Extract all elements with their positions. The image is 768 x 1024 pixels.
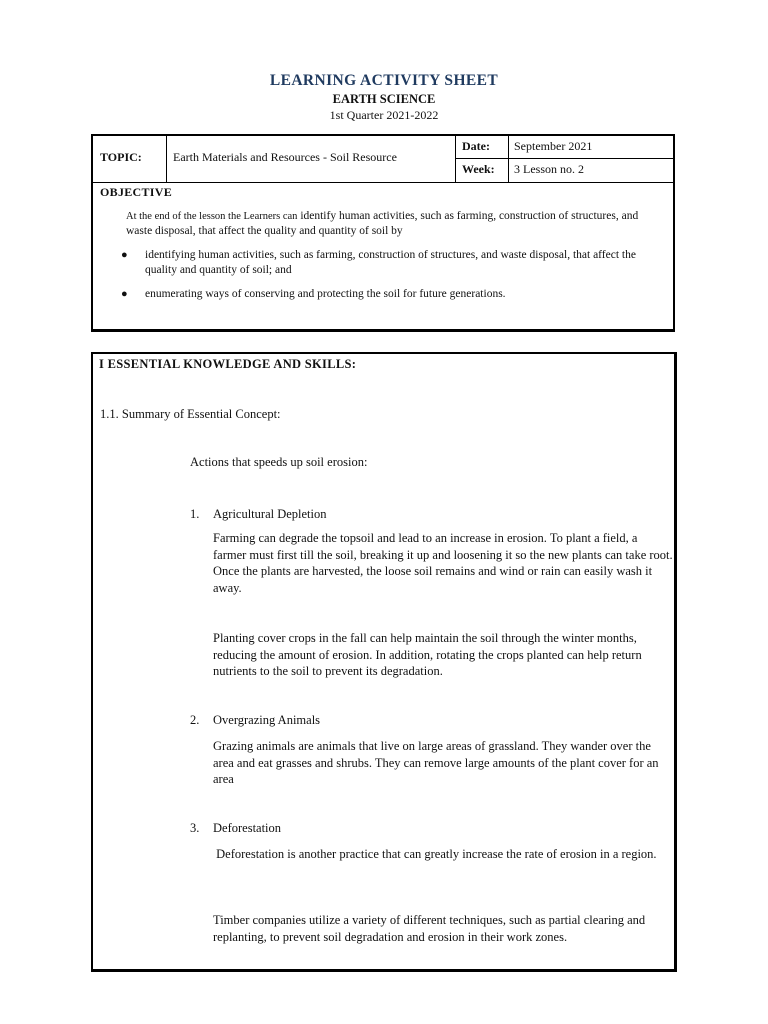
date-value: September 2021 <box>514 139 593 153</box>
document-title: LEARNING ACTIVITY SHEET <box>269 72 499 89</box>
objective-bullet-text: identifying human activities, such as farming, construction of structures, and waste disposal, that affect the quality and quantity of soil; and <box>145 249 636 276</box>
topic-label: TOPIC: <box>100 150 142 164</box>
row-divider <box>93 182 673 183</box>
week-label: Week: <box>462 162 495 176</box>
date-week-divider <box>455 158 673 159</box>
topic-value: Earth Materials and Resources - Soil Resource <box>173 150 397 164</box>
actions-heading: Actions that speeds up soil erosion: <box>190 455 368 469</box>
objective-intro-lead: At the end of the lesson the Learners can <box>126 211 298 222</box>
bullet-icon: ● <box>121 249 128 261</box>
list-item-title: Overgrazing Animals <box>213 713 321 727</box>
paragraph: Planting cover crops in the fall can help maintain the soil through the winter months, reducing the amount of erosion. In addition, rotating the crops planted can help return nutrients to the soil to prevent its degradation. <box>213 631 642 678</box>
date-label: Date: <box>462 139 490 153</box>
bullet-icon: ● <box>121 288 128 300</box>
column-divider <box>166 136 167 182</box>
knowledge-box <box>91 352 677 972</box>
paragraph: Timber companies utilize a variety of different techniques, such as partial clearing and replanting, to prevent soil degradation and erosion in their work zones. <box>213 913 646 944</box>
list-item-heading <box>190 821 281 836</box>
subject-heading: EARTH SCIENCE <box>332 92 436 106</box>
column-divider <box>455 136 456 182</box>
quarter-label: 1st Quarter 2021-2022 <box>329 108 439 122</box>
list-number: 2. <box>190 713 200 727</box>
objective-intro-rest: identify human activities, such as farming, construction of structures, and waste disposal, that affect the quality and quantity of soil by <box>126 210 639 237</box>
objective-title: OBJECTIVE <box>100 185 173 199</box>
paragraph: Grazing animals are animals that live on large areas of grassland. They wander over the area and eat grasses and shrubs. They can remove large amounts of the plant cover for an area <box>213 739 659 786</box>
summary-heading: 1.1. Summary of Essential Concept: <box>100 407 281 421</box>
paragraph: Farming can degrade the topsoil and lead to an increase in erosion. To plant a field, a farmer must first till the soil, breaking it up and loosening it so the new plants can take root. Once the plants are harvested, the loose soil remains and wind or rain can easily wash it away. <box>213 531 673 595</box>
info-objective-box <box>91 134 675 332</box>
list-number: 3. <box>190 821 200 835</box>
list-item-title: Deforestation <box>213 821 282 835</box>
list-item-heading <box>190 713 320 728</box>
list-number: 1. <box>190 507 200 521</box>
objective-bullet-text: enumerating ways of conserving and protecting the soil for future generations. <box>145 288 506 300</box>
section-title: I ESSENTIAL KNOWLEDGE AND SKILLS: <box>99 357 357 371</box>
list-item-heading <box>190 507 327 522</box>
list-item-title: Agricultural Depletion <box>213 507 327 521</box>
objective-intro <box>126 209 666 239</box>
column-divider <box>508 136 509 182</box>
paragraph: Deforestation is another practice that can greatly increase the rate of erosion in a region. <box>213 847 657 861</box>
week-value: 3 Lesson no. 2 <box>514 162 584 176</box>
